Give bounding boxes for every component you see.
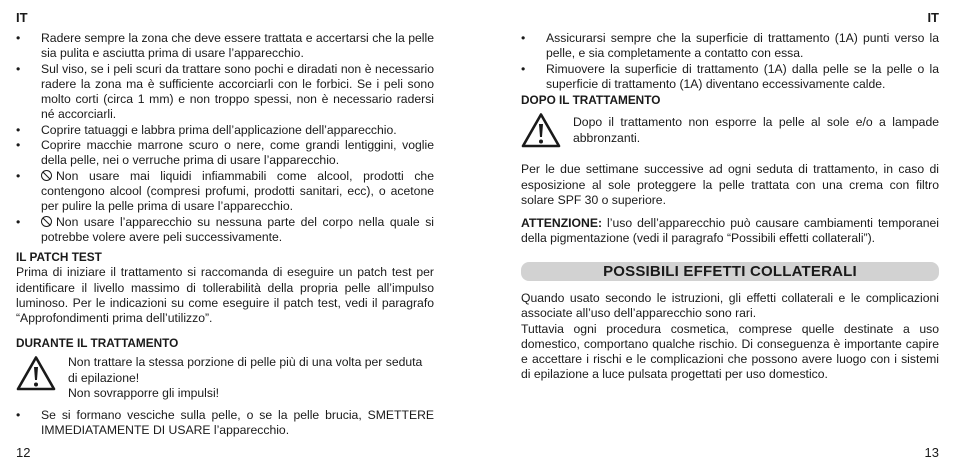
bullet-icon: • [16, 61, 21, 76]
bullet-icon: • [16, 138, 21, 153]
after-treatment-section [521, 93, 939, 247]
bullet-icon: • [16, 408, 21, 423]
language-label: IT [927, 10, 939, 25]
list-item: • Radere sempre la zona che deve essere trattata e accertarsi che la pelle sia pulita e asciutta prima di usare l’apparecchio. [16, 31, 434, 61]
list-item: • Sul viso, se i peli scuri da trattare sono pochi e diradati non è necessario radere la zona ma è sufficiente accorciarli con le forbici. Se i peli sono molto corti (circa 1 mm) e non troppo spessi, non è necessario radersi né accorciarli. [16, 61, 434, 122]
list-item: • Coprire macchie marrone scuro o nere, come grandi lentiggini, voglie della pelle, nei o verruche prima di usare l’apparecchio. [16, 138, 434, 168]
side-effects-paragraph: Quando usato secondo le istruzioni, gli effetti collaterali e le complicazioni associate all’uso dell’apparecchio sono rari. [521, 291, 939, 321]
prohibited-icon [41, 170, 52, 181]
section-heading: IL PATCH TEST [16, 250, 102, 264]
during-bullet-list [16, 408, 434, 439]
list-item: • Rimuovere la superficie di trattamento (1A) dalla pelle se la pelle o la superficie di trattamento (1A) diventano eccessivamente calde. [521, 61, 939, 91]
prohibited-icon [41, 216, 52, 227]
warning-box [16, 355, 434, 401]
preparation-bullet-list [16, 31, 434, 245]
attention-paragraph: ATTENZIONE: l’uso dell’apparecchio può causare cambiamenti temporanei della pigmentazione (vedi il paragrafo “Possibili effetti collaterali”). [521, 216, 939, 246]
treatment-bullet-list [521, 31, 939, 92]
bullet-icon: • [521, 31, 526, 45]
attention-label: ATTENZIONE: [521, 216, 603, 231]
side-effects-section [521, 262, 939, 383]
bullet-icon: • [16, 168, 21, 183]
warning-box [521, 112, 939, 148]
section-heading: DURANTE IL TRATTAMENTO [16, 336, 179, 350]
patch-test-paragraph: Prima di iniziare il trattamento si raccomanda di eseguire un patch test per identificare il livello massimo di tollerabilità della propria pelle all’impulso luminoso. Per le indicazioni su come eseguire il patch test, vedi il paragrafo “Approfondimenti prima dell’utilizzo”. [16, 265, 434, 326]
list-item: • Coprire tatuaggi e labbra prima dell’applicazione dell’apparecchio. [16, 122, 397, 137]
list-item: • Se si formano vesciche sulla pelle, o se la pelle brucia, SMETTERE IMMEDIATAMENTE DI USARE l’apparecchio. [16, 408, 434, 438]
bullet-icon: • [16, 122, 21, 137]
warning-triangle-icon [16, 355, 56, 391]
left-page [16, 0, 434, 470]
warning-triangle-icon [521, 112, 561, 148]
warning-text: Dopo il trattamento non esporre la pelle al sole e/o a lampade abbronzanti. [573, 115, 939, 145]
list-item: • Assicurarsi sempre che la superficie di trattamento (1A) punti verso la pelle, e sia completamente a contatto con essa. [521, 31, 939, 61]
patch-test-section [16, 250, 434, 326]
list-item: • Non usare l’apparecchio su nessuna parte del corpo nella quale si potrebbe volere avere peli successivamente. [16, 214, 434, 244]
list-item: • Non usare mai liquidi infiammabili come alcool, prodotti che contengono alcool (compresi profumi, prodotti sanitari, ecc), o acetone per pulire la pelle prima di usare l’apparecchio. [16, 168, 434, 214]
section-heading: DOPO IL TRATTAMENTO [521, 93, 661, 107]
page-number: 13 [924, 445, 939, 460]
warning-text: Non sovrapporre gli impulsi! [68, 385, 220, 400]
bullet-icon: • [16, 214, 21, 229]
right-page [521, 0, 939, 470]
sun-protection-paragraph: Per le due settimane successive ad ogni seduta di trattamento, in caso di esposizione al sole proteggere la pelle trattata con una crema con filtro solare SPF 30 o superiore. [521, 162, 939, 207]
bullet-icon: • [521, 61, 526, 76]
language-label: IT [16, 10, 28, 25]
bullet-icon: • [16, 31, 21, 45]
section-title-bar: POSSIBILI EFFETTI COLLATERALI [521, 262, 939, 281]
during-treatment-section [16, 336, 434, 439]
warning-text: Non trattare la stessa porzione di pelle più di una volta per seduta di epilazione! [68, 355, 423, 385]
risk-paragraph: Tuttavia ogni procedura cosmetica, comprese quelle destinate a uso domestico, comportano qualche rischio. Di conseguenza è importante capire e accettare i rischi e le complicazioni che possono avere luogo con i sistemi di epilazione a luce pulsata progettati per uso domestico. [521, 321, 939, 382]
page-number: 12 [16, 445, 31, 460]
